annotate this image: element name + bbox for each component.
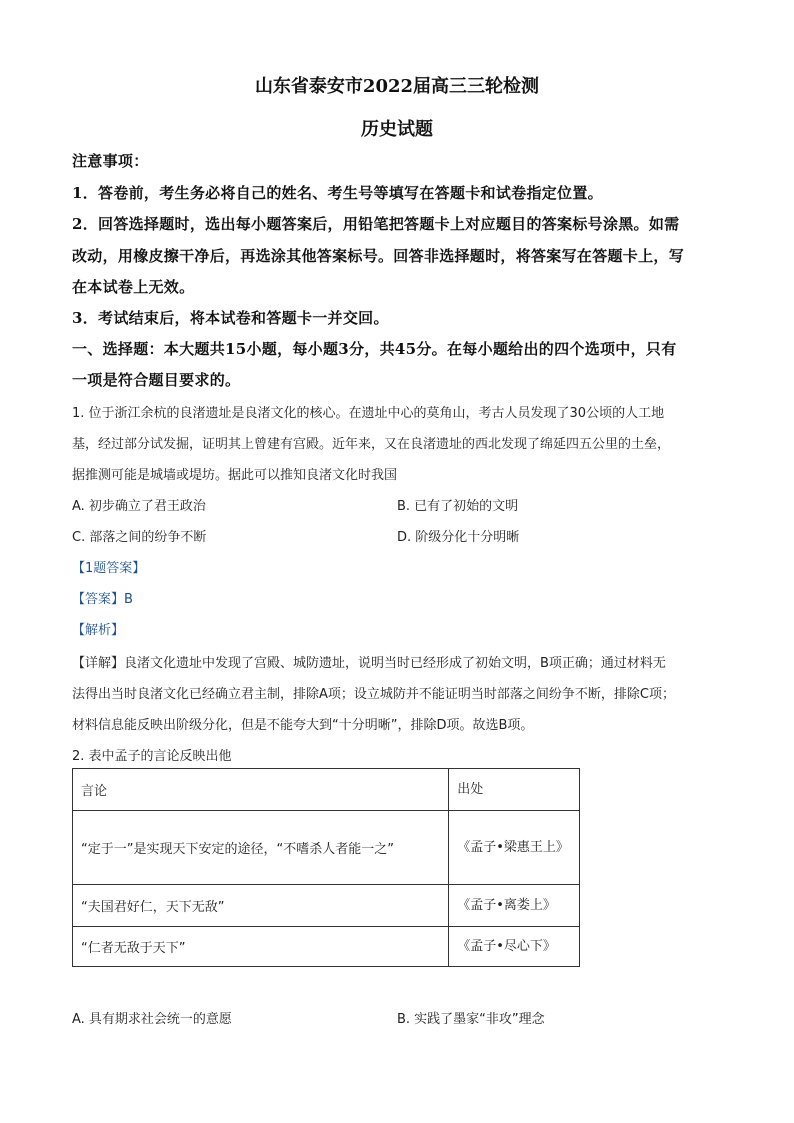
table-row — [73, 811, 580, 885]
notice-line: 在本试卷上无效。 — [72, 278, 195, 296]
q1-detail: 【详解】良渚文化遗址中发现了宫殿、城防遗址，说明当时已经形成了初始文明，B项正确；通过材料无 — [72, 656, 666, 671]
notice-line: 1．答卷前，考生务必将自己的姓名、考生号等填写在答题卡和试卷指定位置。 — [72, 184, 603, 202]
quotes-table — [72, 768, 580, 967]
q1-stem: 1. 位于浙江余杭的良渚遗址是良渚文化的核心。在遗址中心的莫角山，考古人员发现了30公顷的人工地 — [72, 406, 665, 421]
table-header-cell: 言论 — [73, 769, 449, 811]
section-instruction: 一项是符合题目要求的。 — [72, 371, 241, 389]
q1-answer-tag: 【1题答案】 — [72, 561, 146, 576]
section-instruction: 一、选择题：本大题共15小题，每小题3分，共45分。在每小题给出的四个选项中，只有 — [72, 340, 677, 358]
table-header-row — [73, 769, 580, 811]
q1-stem: 基，经过部分试发掘，证明其上曾建有宫殿。近年来，又在良渚遗址的西北发现了绵延四五公里的土垒， — [72, 437, 671, 452]
q2-option-a: A. 具有期求社会统一的意愿 — [72, 1012, 232, 1027]
q1-stem: 据推测可能是城墙或堤坊。据此可以推知良渚文化时我国 — [72, 468, 398, 483]
q1-option-d: D. 阶级分化十分明晰 — [397, 530, 520, 545]
table-header-cell: 出处 — [449, 769, 580, 811]
notice-heading: 注意事项： — [72, 152, 149, 170]
table-cell: “夫国君好仁，天下无敌” — [73, 885, 449, 927]
q1-analysis-tag: 【解析】 — [72, 623, 125, 638]
table-row — [73, 885, 580, 927]
notice-line: 3．考试结束后，将本试卷和答题卡一并交回。 — [72, 309, 389, 327]
q2-stem: 2. 表中孟子的言论反映出他 — [72, 749, 232, 764]
table-cell: 《孟子•离娄上》 — [449, 885, 580, 927]
table-cell: 《孟子•尽心下》 — [449, 927, 580, 967]
q1-option-a: A. 初步确立了君王政治 — [72, 499, 206, 514]
q1-option-c: C. 部落之间的纷争不断 — [72, 530, 207, 545]
notice-line: 改动，用橡皮擦干净后，再选涂其他答案标号。回答非选择题时，将答案写在答题卡上，写 — [72, 247, 685, 265]
notice-line: 2．回答选择题时，选出每小题答案后，用铅笔把答题卡上对应题目的答案标号涂黑。如需 — [72, 215, 680, 233]
q1-option-b: B. 已有了初始的文明 — [397, 499, 519, 514]
q1-detail: 法得出当时良渚文化已经确立君主制，排除A项；设立城防并不能证明当时部落之间纷争不断，排除C项； — [72, 687, 675, 702]
q1-detail: 材料信息能反映出阶级分化，但是不能夸大到“十分明晰”，排除D项。故选B项。 — [72, 718, 534, 733]
table-cell: “仁者无敌于天下” — [73, 927, 449, 967]
q2-option-b: B. 实践了墨家“非攻”理念 — [397, 1012, 545, 1027]
q1-answer: 【答案】B — [72, 592, 133, 607]
table-cell: 《孟子•梁惠王上》 — [449, 811, 580, 885]
exam-title: 山东省泰安市2022届高三三轮检测 — [254, 76, 540, 97]
table-row — [73, 927, 580, 967]
exam-subtitle: 历史试题 — [361, 119, 433, 140]
table-cell: “定于一”是实现天下安定的途径，“不嗜杀人者能一之” — [73, 811, 449, 885]
